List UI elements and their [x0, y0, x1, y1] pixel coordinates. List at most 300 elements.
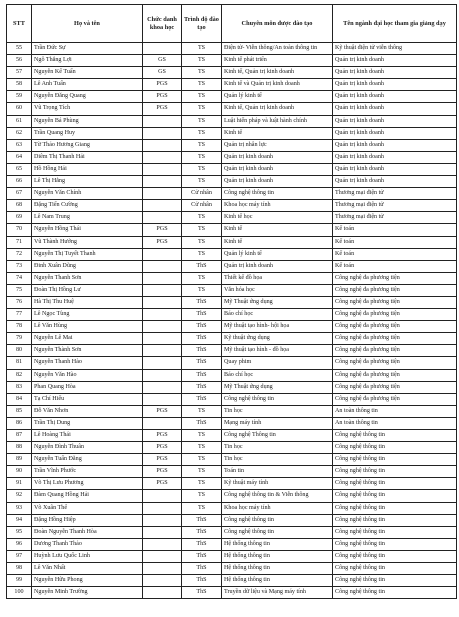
cell-full-name: Nguyễn Tuấn Đăng: [32, 454, 143, 466]
cell-degree: TS: [182, 43, 222, 55]
cell-specialization: Quay phim: [222, 357, 333, 369]
cell-degree: TS: [182, 272, 222, 284]
cell-teaching-major: Quản trị kinh doanh: [333, 127, 457, 139]
cell-degree: TS: [182, 454, 222, 466]
cell-stt: 82: [7, 369, 32, 381]
cell-degree: TS: [182, 139, 222, 151]
cell-degree: TS: [182, 212, 222, 224]
cell-degree: ThS: [182, 514, 222, 526]
cell-stt: 90: [7, 466, 32, 478]
cell-teaching-major: Công nghệ đa phương tiện: [333, 333, 457, 345]
cell-teaching-major: Kế toán: [333, 248, 457, 260]
cell-academic-title: GS: [143, 67, 182, 79]
cell-stt: 84: [7, 393, 32, 405]
cell-degree: TS: [182, 151, 222, 163]
cell-full-name: Diêm Thị Thanh Hải: [32, 151, 143, 163]
cell-degree: TS: [182, 67, 222, 79]
table-row: [7, 393, 457, 405]
cell-full-name: Lê Văn Hùng: [32, 321, 143, 333]
cell-full-name: Nguyễn Đăng Quang: [32, 91, 143, 103]
cell-stt: 72: [7, 248, 32, 260]
table-row: [7, 345, 457, 357]
cell-academic-title: [143, 188, 182, 200]
cell-specialization: Kinh tế phát triển: [222, 55, 333, 67]
cell-stt: 57: [7, 67, 32, 79]
cell-specialization: Điện tử- Viễn thông/An toàn thông tin: [222, 43, 333, 55]
cell-academic-title: [143, 248, 182, 260]
table-row: [7, 575, 457, 587]
cell-degree: ThS: [182, 575, 222, 587]
cell-degree: TS: [182, 91, 222, 103]
cell-stt: 64: [7, 151, 32, 163]
table-row: [7, 417, 457, 429]
cell-full-name: Ngô Thắng Lợi: [32, 55, 143, 67]
cell-specialization: Văn hóa học: [222, 284, 333, 296]
cell-stt: 80: [7, 345, 32, 357]
table-row: [7, 67, 457, 79]
cell-teaching-major: Công nghệ đa phương tiện: [333, 309, 457, 321]
cell-specialization: Tin học: [222, 405, 333, 417]
cell-academic-title: [143, 514, 182, 526]
cell-teaching-major: Công nghệ đa phương tiện: [333, 321, 457, 333]
cell-full-name: Nguyễn Kế Tuấn: [32, 67, 143, 79]
cell-teaching-major: Công nghệ thông tin: [333, 502, 457, 514]
cell-full-name: Từ Thảo Hương Giang: [32, 139, 143, 151]
cell-academic-title: PGS: [143, 103, 182, 115]
cell-stt: 98: [7, 563, 32, 575]
cell-specialization: Mỹ Thuật ứng dụng: [222, 296, 333, 308]
cell-degree: TS: [182, 442, 222, 454]
cell-teaching-major: Công nghệ thông tin: [333, 526, 457, 538]
cell-academic-title: [143, 345, 182, 357]
table-row: [7, 333, 457, 345]
cell-teaching-major: Công nghệ đa phương tiện: [333, 296, 457, 308]
table-row: [7, 151, 457, 163]
cell-teaching-major: Quản trị kinh doanh: [333, 91, 457, 103]
cell-stt: 62: [7, 127, 32, 139]
cell-full-name: Võ Xuân Thể: [32, 502, 143, 514]
cell-academic-title: [143, 260, 182, 272]
cell-academic-title: [143, 502, 182, 514]
cell-full-name: Nguyễn Thanh Sơn: [32, 272, 143, 284]
table-row: [7, 430, 457, 442]
cell-teaching-major: Công nghệ thông tin: [333, 442, 457, 454]
cell-specialization: Công nghệ thông tin: [222, 393, 333, 405]
cell-academic-title: [143, 139, 182, 151]
cell-specialization: Mỹ thuật tạo hình - đồ họa: [222, 345, 333, 357]
table-row: [7, 502, 457, 514]
cell-degree: TS: [182, 163, 222, 175]
cell-degree: TS: [182, 224, 222, 236]
table-row: [7, 587, 457, 599]
cell-stt: 68: [7, 200, 32, 212]
cell-academic-title: [143, 321, 182, 333]
cell-teaching-major: Quản trị kinh doanh: [333, 176, 457, 188]
cell-specialization: Kinh tế học: [222, 212, 333, 224]
table-row: [7, 405, 457, 417]
cell-teaching-major: Công nghệ đa phương tiện: [333, 381, 457, 393]
cell-stt: 83: [7, 381, 32, 393]
cell-academic-title: [143, 163, 182, 175]
cell-stt: 59: [7, 91, 32, 103]
cell-specialization: Kinh tế và Quản trị kinh doanh: [222, 79, 333, 91]
cell-degree: TS: [182, 103, 222, 115]
cell-full-name: Nguyễn Bá Phùng: [32, 115, 143, 127]
cell-degree: TS: [182, 127, 222, 139]
cell-academic-title: [143, 296, 182, 308]
table-row: [7, 248, 457, 260]
cell-specialization: Tin học: [222, 454, 333, 466]
cell-teaching-major: Quản trị kinh doanh: [333, 139, 457, 151]
cell-degree: ThS: [182, 296, 222, 308]
cell-stt: 95: [7, 526, 32, 538]
cell-specialization: Công nghệ thông tin: [222, 188, 333, 200]
table-row: [7, 236, 457, 248]
cell-stt: 75: [7, 284, 32, 296]
cell-specialization: Công nghệ Thông tin: [222, 430, 333, 442]
cell-teaching-major: An toàn thông tin: [333, 405, 457, 417]
cell-specialization: Hệ thống thông tin: [222, 575, 333, 587]
cell-degree: TS: [182, 502, 222, 514]
table-row: [7, 188, 457, 200]
cell-degree: ThS: [182, 309, 222, 321]
cell-academic-title: PGS: [143, 79, 182, 91]
cell-academic-title: [143, 200, 182, 212]
cell-degree: TS: [182, 248, 222, 260]
table-row: [7, 442, 457, 454]
cell-full-name: Nguyễn Văn Hào: [32, 369, 143, 381]
cell-full-name: Nguyễn Thành Sơn: [32, 345, 143, 357]
cell-full-name: Vũ Trọng Tích: [32, 103, 143, 115]
cell-teaching-major: Quản trị kinh doanh: [333, 103, 457, 115]
cell-full-name: Lê Hoàng Thái: [32, 430, 143, 442]
cell-academic-title: [143, 538, 182, 550]
cell-degree: TS: [182, 115, 222, 127]
cell-full-name: Đặng Tiến Cường: [32, 200, 143, 212]
cell-academic-title: [143, 127, 182, 139]
cell-academic-title: [143, 309, 182, 321]
cell-degree: TS: [182, 236, 222, 248]
cell-full-name: Nguyễn Minh Trường: [32, 587, 143, 599]
cell-stt: 91: [7, 478, 32, 490]
cell-specialization: Quản lý kinh tế: [222, 248, 333, 260]
cell-stt: 87: [7, 430, 32, 442]
table-row: [7, 272, 457, 284]
cell-specialization: Báo chí học: [222, 309, 333, 321]
table-row: [7, 103, 457, 115]
cell-teaching-major: Công nghệ đa phương tiện: [333, 284, 457, 296]
cell-specialization: Kinh tế: [222, 127, 333, 139]
table-row: [7, 296, 457, 308]
table-row: [7, 212, 457, 224]
cell-academic-title: [143, 550, 182, 562]
cell-academic-title: [143, 284, 182, 296]
cell-teaching-major: Thương mại điện tử: [333, 212, 457, 224]
cell-full-name: Đoàn Nguyễn Thanh Hòa: [32, 526, 143, 538]
cell-specialization: Công nghệ thông tin & Viễn thông: [222, 490, 333, 502]
cell-stt: 71: [7, 236, 32, 248]
cell-specialization: Hệ thống thông tin: [222, 550, 333, 562]
cell-degree: ThS: [182, 321, 222, 333]
cell-academic-title: [143, 490, 182, 502]
cell-teaching-major: Công nghệ thông tin: [333, 550, 457, 562]
cell-degree: ThS: [182, 550, 222, 562]
cell-full-name: Nguyễn Lê Mai: [32, 333, 143, 345]
table-row: [7, 115, 457, 127]
cell-degree: TS: [182, 405, 222, 417]
cell-stt: 55: [7, 43, 32, 55]
table-row: [7, 139, 457, 151]
cell-academic-title: [143, 563, 182, 575]
cell-specialization: Khoa học máy tính: [222, 200, 333, 212]
cell-stt: 76: [7, 296, 32, 308]
cell-academic-title: [143, 526, 182, 538]
header-academic-title: Chức danh khoa học: [143, 5, 182, 43]
cell-full-name: Hà Thị Thu Huệ: [32, 296, 143, 308]
header-full-name: Họ và tên: [32, 5, 143, 43]
cell-degree: TS: [182, 430, 222, 442]
table-row: [7, 490, 457, 502]
cell-specialization: Quản trị kinh doanh: [222, 151, 333, 163]
cell-specialization: Luật hiến pháp và luật hành chính: [222, 115, 333, 127]
cell-teaching-major: Quản trị kinh doanh: [333, 79, 457, 91]
cell-degree: TS: [182, 176, 222, 188]
cell-teaching-major: Quản trị kinh doanh: [333, 115, 457, 127]
cell-specialization: Kỹ thuật ứng dụng: [222, 333, 333, 345]
cell-academic-title: [143, 587, 182, 599]
cell-stt: 100: [7, 587, 32, 599]
cell-specialization: Công nghệ thông tin: [222, 526, 333, 538]
cell-full-name: Võ Thị Lưu Phương: [32, 478, 143, 490]
cell-specialization: Kỹ thuật máy tính: [222, 478, 333, 490]
cell-stt: 86: [7, 417, 32, 429]
cell-stt: 61: [7, 115, 32, 127]
cell-teaching-major: Kế toán: [333, 236, 457, 248]
cell-specialization: Tin học: [222, 442, 333, 454]
cell-teaching-major: Quản trị kinh doanh: [333, 151, 457, 163]
table-row: [7, 224, 457, 236]
cell-teaching-major: Công nghệ đa phương tiện: [333, 345, 457, 357]
table-row: [7, 478, 457, 490]
cell-teaching-major: Công nghệ thông tin: [333, 430, 457, 442]
table-row: [7, 369, 457, 381]
cell-full-name: Nguyễn Thanh Hào: [32, 357, 143, 369]
cell-academic-title: PGS: [143, 405, 182, 417]
cell-stt: 96: [7, 538, 32, 550]
cell-full-name: Lê Nam Trung: [32, 212, 143, 224]
cell-degree: Cử nhân: [182, 188, 222, 200]
cell-teaching-major: Công nghệ thông tin: [333, 490, 457, 502]
cell-academic-title: [143, 115, 182, 127]
cell-teaching-major: Công nghệ thông tin: [333, 563, 457, 575]
cell-full-name: Đoàn Thị Hồng Lư: [32, 284, 143, 296]
cell-teaching-major: Kế toán: [333, 224, 457, 236]
table-row: [7, 127, 457, 139]
cell-academic-title: PGS: [143, 442, 182, 454]
cell-specialization: Hệ thống thông tin: [222, 563, 333, 575]
table-row: [7, 550, 457, 562]
header-teaching-major: Tên ngành đại học tham gia giảng dạy: [333, 5, 457, 43]
cell-stt: 79: [7, 333, 32, 345]
cell-stt: 58: [7, 79, 32, 91]
table-row: [7, 466, 457, 478]
cell-stt: 63: [7, 139, 32, 151]
cell-teaching-major: Công nghệ thông tin: [333, 514, 457, 526]
cell-degree: TS: [182, 490, 222, 502]
cell-academic-title: [143, 43, 182, 55]
table-row: [7, 55, 457, 67]
cell-teaching-major: Quản trị kinh doanh: [333, 163, 457, 175]
cell-stt: 56: [7, 55, 32, 67]
cell-degree: ThS: [182, 393, 222, 405]
cell-teaching-major: Công nghệ thông tin: [333, 575, 457, 587]
cell-teaching-major: Quản trị kinh doanh: [333, 55, 457, 67]
cell-teaching-major: An toàn thông tin: [333, 417, 457, 429]
cell-full-name: Đỗ Văn Nhơn: [32, 405, 143, 417]
table-row: [7, 260, 457, 272]
cell-specialization: Khoa học máy tính: [222, 502, 333, 514]
cell-full-name: Trần Đức Sự: [32, 43, 143, 55]
cell-degree: ThS: [182, 381, 222, 393]
table-row: [7, 526, 457, 538]
cell-academic-title: [143, 176, 182, 188]
cell-teaching-major: Công nghệ đa phương tiện: [333, 357, 457, 369]
cell-degree: ThS: [182, 357, 222, 369]
document-page: [6, 4, 456, 599]
table-row: [7, 514, 457, 526]
cell-stt: 66: [7, 176, 32, 188]
cell-academic-title: [143, 212, 182, 224]
cell-full-name: Trần Thị Dung: [32, 417, 143, 429]
cell-teaching-major: Kỹ thuật điện tử viễn thông: [333, 43, 457, 55]
cell-academic-title: PGS: [143, 224, 182, 236]
header-stt: STT: [7, 5, 32, 43]
cell-full-name: Nguyễn Đình Thuân: [32, 442, 143, 454]
cell-full-name: Lê Văn Nhất: [32, 563, 143, 575]
cell-teaching-major: Công nghệ thông tin: [333, 454, 457, 466]
table-row: [7, 79, 457, 91]
cell-specialization: Thiết kế đồ họa: [222, 272, 333, 284]
cell-full-name: Nguyễn Văn Chính: [32, 188, 143, 200]
cell-stt: 65: [7, 163, 32, 175]
cell-academic-title: PGS: [143, 478, 182, 490]
cell-specialization: Quản trị kinh doanh: [222, 176, 333, 188]
cell-stt: 93: [7, 502, 32, 514]
cell-degree: ThS: [182, 538, 222, 550]
cell-teaching-major: Thương mại điện tử: [333, 200, 457, 212]
cell-stt: 69: [7, 212, 32, 224]
cell-stt: 92: [7, 490, 32, 502]
cell-stt: 85: [7, 405, 32, 417]
cell-stt: 74: [7, 272, 32, 284]
cell-academic-title: PGS: [143, 466, 182, 478]
cell-specialization: Mạng máy tính: [222, 417, 333, 429]
cell-full-name: Nguyễn Thị Tuyết Thanh: [32, 248, 143, 260]
cell-teaching-major: Công nghệ đa phương tiện: [333, 369, 457, 381]
cell-full-name: Tạ Chí Hiếu: [32, 393, 143, 405]
cell-teaching-major: Công nghệ thông tin: [333, 478, 457, 490]
cell-stt: 81: [7, 357, 32, 369]
cell-specialization: Mỹ thuật tạo hình- hội họa: [222, 321, 333, 333]
cell-academic-title: PGS: [143, 430, 182, 442]
cell-degree: TS: [182, 478, 222, 490]
cell-full-name: Vũ Thành Hưởng: [32, 236, 143, 248]
cell-stt: 67: [7, 188, 32, 200]
table-row: [7, 321, 457, 333]
cell-full-name: Lê Anh Tuấn: [32, 79, 143, 91]
cell-academic-title: [143, 393, 182, 405]
table-row: [7, 176, 457, 188]
cell-degree: ThS: [182, 526, 222, 538]
cell-teaching-major: Thương mại điện tử: [333, 188, 457, 200]
cell-academic-title: [143, 417, 182, 429]
header-specialization: Chuyên môn được đào tạo: [222, 5, 333, 43]
table-row: [7, 381, 457, 393]
cell-teaching-major: Công nghệ thông tin: [333, 538, 457, 550]
header-degree: Trình độ đào tạo: [182, 5, 222, 43]
cell-stt: 99: [7, 575, 32, 587]
cell-stt: 94: [7, 514, 32, 526]
cell-specialization: Kinh tế, Quản trị kinh doanh: [222, 103, 333, 115]
cell-specialization: Quản trị kinh doanh: [222, 163, 333, 175]
cell-full-name: Trần Vĩnh Phước: [32, 466, 143, 478]
cell-academic-title: PGS: [143, 91, 182, 103]
cell-degree: TS: [182, 55, 222, 67]
cell-specialization: Kinh tế: [222, 236, 333, 248]
cell-academic-title: [143, 381, 182, 393]
cell-degree: TS: [182, 466, 222, 478]
cell-degree: ThS: [182, 333, 222, 345]
table-row: [7, 163, 457, 175]
cell-full-name: Dương Thanh Thảo: [32, 538, 143, 550]
cell-full-name: Phan Quang Hòa: [32, 381, 143, 393]
cell-full-name: Đinh Xuân Dũng: [32, 260, 143, 272]
cell-academic-title: GS: [143, 55, 182, 67]
cell-specialization: Toán tin: [222, 466, 333, 478]
cell-specialization: Công nghệ thông tin: [222, 514, 333, 526]
cell-stt: 88: [7, 442, 32, 454]
cell-full-name: Đàm Quang Hồng Hải: [32, 490, 143, 502]
cell-teaching-major: Kế toán: [333, 260, 457, 272]
cell-specialization: Báo chí học: [222, 369, 333, 381]
cell-specialization: Quản lý kinh tế: [222, 91, 333, 103]
table-row: [7, 538, 457, 550]
cell-academic-title: [143, 575, 182, 587]
cell-full-name: Hồ Hồng Hải: [32, 163, 143, 175]
cell-degree: ThS: [182, 260, 222, 272]
cell-stt: 89: [7, 454, 32, 466]
cell-stt: 60: [7, 103, 32, 115]
cell-stt: 70: [7, 224, 32, 236]
table-row: [7, 454, 457, 466]
cell-specialization: Hệ thống thông tin: [222, 538, 333, 550]
cell-degree: ThS: [182, 345, 222, 357]
cell-full-name: Trần Quang Huy: [32, 127, 143, 139]
cell-full-name: Huỳnh Lưu Quốc Linh: [32, 550, 143, 562]
table-body: [7, 43, 457, 599]
cell-academic-title: PGS: [143, 236, 182, 248]
cell-academic-title: [143, 357, 182, 369]
cell-academic-title: PGS: [143, 454, 182, 466]
cell-stt: 77: [7, 309, 32, 321]
cell-degree: ThS: [182, 587, 222, 599]
cell-full-name: Nguyễn Hữu Phong: [32, 575, 143, 587]
cell-full-name: Lê Ngọc Tùng: [32, 309, 143, 321]
cell-academic-title: [143, 272, 182, 284]
cell-teaching-major: Công nghệ đa phương tiện: [333, 393, 457, 405]
cell-degree: ThS: [182, 563, 222, 575]
cell-specialization: Quản trị kinh doanh: [222, 260, 333, 272]
